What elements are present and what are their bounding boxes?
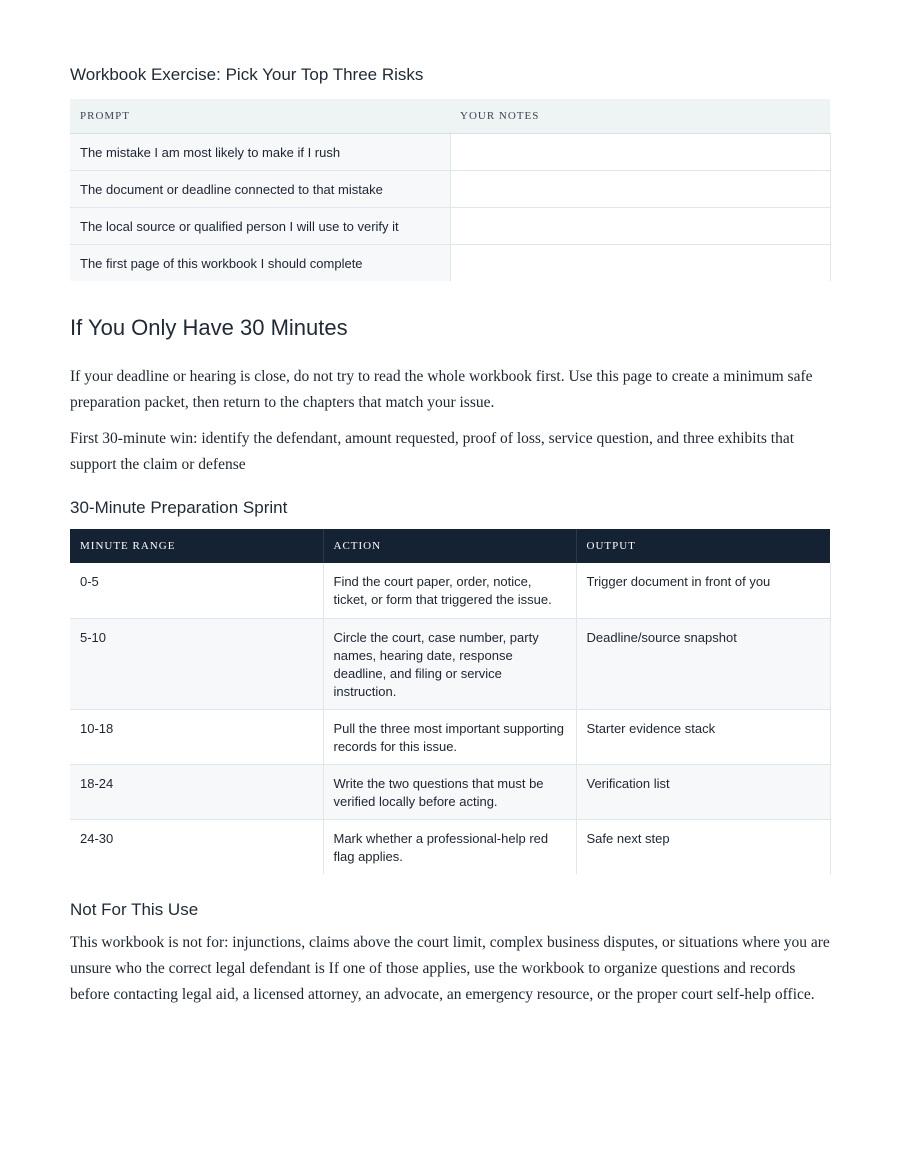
minute-range-cell: 5-10 [70,618,323,709]
output-cell: Starter evidence stack [576,709,830,764]
output-cell: Trigger document in front of you [576,563,830,618]
action-cell: Pull the three most important supporting records for this issue. [323,709,576,764]
table-row [70,208,830,245]
workbook-title: Workbook Exercise: Pick Your Top Three Risks [70,65,424,84]
table-row [70,134,830,171]
column-header-action: ACTION [323,529,576,563]
table-row [70,764,830,819]
table-row [70,819,830,874]
action-cell: Mark whether a professional-help red flag applies. [323,819,576,874]
workbook-header-row [70,99,830,134]
minute-range-cell: 18-24 [70,764,323,819]
prompt-cell: The mistake I am most likely to make if I rush [70,134,450,171]
not-for-paragraph: This workbook is not for: injunctions, claims above the court limit, complex business disputes, or situations where you are unsure who the correct legal defendant is If one of those applies, use the workbook to organize questions and records before contacting legal aid, a licensed attorney, an advocate, an emergency resource, or the proper court self-help office. [70,934,830,1003]
workbook-table [70,99,831,281]
thirty-minutes-heading: If You Only Have 30 Minutes [70,315,348,340]
notes-cell[interactable] [450,134,830,171]
output-cell: Verification list [576,764,830,819]
action-cell: Circle the court, case number, party names, hearing date, response deadline, and filing or service instruction. [323,618,576,709]
thirty-win-paragraph: First 30-minute win: identify the defendant, amount requested, proof of loss, service question, and three exhibits that support the claim or defense [70,430,795,473]
notes-cell[interactable] [450,245,830,282]
column-header-minute-range: MINUTE RANGE [70,529,323,563]
table-row [70,618,830,709]
prompt-cell: The local source or qualified person I will use to verify it [70,208,450,245]
action-cell: Write the two questions that must be verified locally before acting. [323,764,576,819]
not-for-title: Not For This Use [70,900,199,919]
sprint-table [70,529,831,874]
minute-range-cell: 24-30 [70,819,323,874]
minute-range-cell: 0-5 [70,563,323,618]
output-cell: Safe next step [576,819,830,874]
table-row [70,245,830,282]
column-header-notes: YOUR NOTES [450,99,830,134]
prompt-cell: The document or deadline connected to that mistake [70,171,450,208]
table-row [70,171,830,208]
table-row [70,709,830,764]
sprint-header-row [70,529,830,563]
notes-cell[interactable] [450,171,830,208]
table-row [70,563,830,618]
column-header-prompt: PROMPT [70,99,450,134]
output-cell: Deadline/source snapshot [576,618,830,709]
sprint-title: 30-Minute Preparation Sprint [70,498,288,517]
thirty-intro-paragraph: If your deadline or hearing is close, do not try to read the whole workbook first. Use this page to create a minimum safe preparation packet, then return to the chapters that match your issue. [70,368,813,411]
minute-range-cell: 10-18 [70,709,323,764]
action-cell: Find the court paper, order, notice, ticket, or form that triggered the issue. [323,563,576,618]
prompt-cell: The first page of this workbook I should complete [70,245,450,282]
notes-cell[interactable] [450,208,830,245]
column-header-output: OUTPUT [576,529,830,563]
